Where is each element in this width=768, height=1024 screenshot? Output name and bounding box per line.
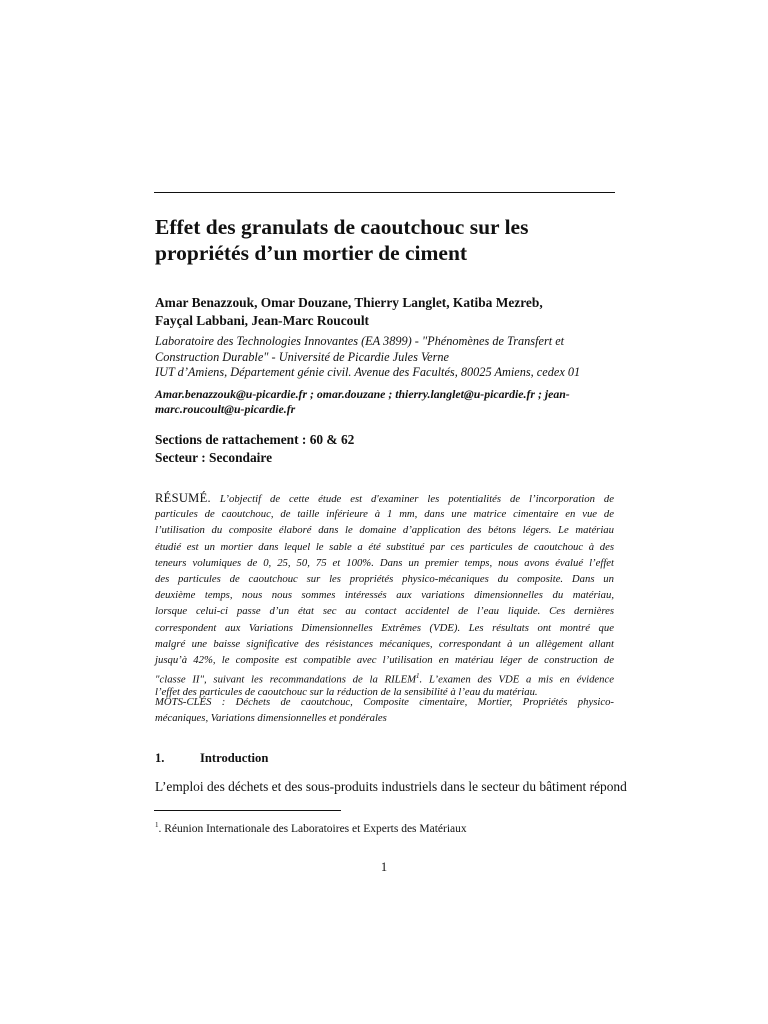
abstract-line-text: . L’examen des VDE a mis en évidence	[419, 673, 614, 686]
abstract-line: jusqu’à 42%, le composite est compatible avec l’utilisation en matériau léger de construction de	[155, 653, 614, 666]
author-emails	[155, 387, 615, 417]
secteur: Secteur : Secondaire	[155, 450, 273, 465]
abstract-line	[155, 490, 614, 506]
abstract-line: particules de caoutchouc, de taille inférieure à 1 mm, dans une matrice cimentaire en vue de	[155, 508, 614, 521]
abstract-line: l’effet des particules de caoutchouc sur la réduction de la sensibilité à l’eau du matériau.	[155, 686, 538, 699]
keywords-line: MOTS-CLÉS : Déchets de caoutchouc, Composite cimentaire, Mortier, Propriétés physico-	[155, 696, 614, 708]
abstract-line: étudié est un mortier dans lequel le sable a été substitué par ces particules de caoutchouc à des	[155, 540, 614, 553]
section-title: Introduction	[200, 751, 269, 765]
title-line: Effet des granulats de caoutchouc sur les	[155, 215, 529, 239]
sections-rattachement: Sections de rattachement : 60 & 62	[155, 432, 355, 447]
abstract	[155, 490, 614, 700]
abstract-line: deuxième temps, nous nous sommes intéressés aux variations dimensionnelles du matériau,	[155, 589, 614, 602]
affiliation-line: IUT d’Amiens, Département génie civil. Avenue des Facultés, 80025 Amiens, cedex 01	[155, 365, 581, 379]
paper-title	[155, 214, 615, 266]
abstract-line: malgré une baisse significative des résistances mécaniques, correspondant à un allègement allant	[155, 637, 614, 650]
footnote-text: . Réunion Internationale des Laboratoires et Experts des Matériaux	[158, 822, 467, 835]
abstract-label: RÉSUMÉ.	[155, 491, 211, 505]
abstract-line: correspondent aux Variations Dimensionnelles Extrêmes (VDE). Les résultats ont montré que	[155, 621, 614, 634]
keywords	[155, 695, 614, 726]
title-line: propriétés d’un mortier de ciment	[155, 241, 468, 265]
keywords-line: mécaniques, Variations dimensionnelles et pondérales	[155, 711, 387, 724]
abstract-line: teneurs volumiques de 0, 25, 50, 75 et 100%. Dans un premier temps, nous avons évalué l’effet	[155, 556, 614, 569]
email-line: Amar.benazzouk@u-picardie.fr ; omar.douzane ; thierry.langlet@u-picardie.fr ; jean-	[155, 387, 570, 401]
affiliation	[155, 334, 615, 381]
abstract-line-text: L’objectif de cette étude est d'examiner les potentialités de l’incorporation de	[210, 493, 614, 505]
section-number: 1.	[155, 751, 165, 765]
affiliation-line: Construction Durable" - Université de Picardie Jules Verne	[155, 349, 449, 364]
page-number: 1	[380, 860, 388, 874]
abstract-line-text: "classe II", suivant les recommandations de la RILEM	[155, 673, 417, 686]
abstract-line: l’utilisation du composite élaboré dans le domaine d’application des bétons légers. Le matériau	[155, 524, 614, 537]
footnote-number: 1	[155, 821, 159, 829]
top-rule	[154, 192, 615, 193]
email-line: marc.roucoult@u-picardie.fr	[155, 402, 296, 416]
abstract-line	[155, 668, 614, 684]
authors-line: Fayçal Labbani, Jean-Marc Roucoult	[155, 313, 370, 328]
body-paragraph: L’emploi des déchets et des sous-produits industriels dans le secteur du bâtiment répond	[155, 779, 627, 794]
abstract-line: lorsque celui-ci passe d’un état sec au contact accidentel de l’eau liquide. Ces dernières	[155, 605, 614, 618]
abstract-line: des particules de caoutchouc sur les propriétés physico-mécaniques du composite. Dans un	[155, 572, 614, 585]
footnote-rule	[154, 810, 341, 811]
footnote	[155, 818, 615, 836]
authors-line: Amar Benazzouk, Omar Douzane, Thierry Langlet, Katiba Mezreb,	[155, 295, 543, 310]
section-info	[155, 431, 615, 467]
section-heading	[155, 750, 615, 766]
author-list	[155, 294, 615, 330]
footnote-marker: 1	[416, 672, 420, 681]
affiliation-line: Laboratoire des Technologies Innovantes (EA 3899) - "Phénomènes de Transfert et	[155, 334, 565, 348]
